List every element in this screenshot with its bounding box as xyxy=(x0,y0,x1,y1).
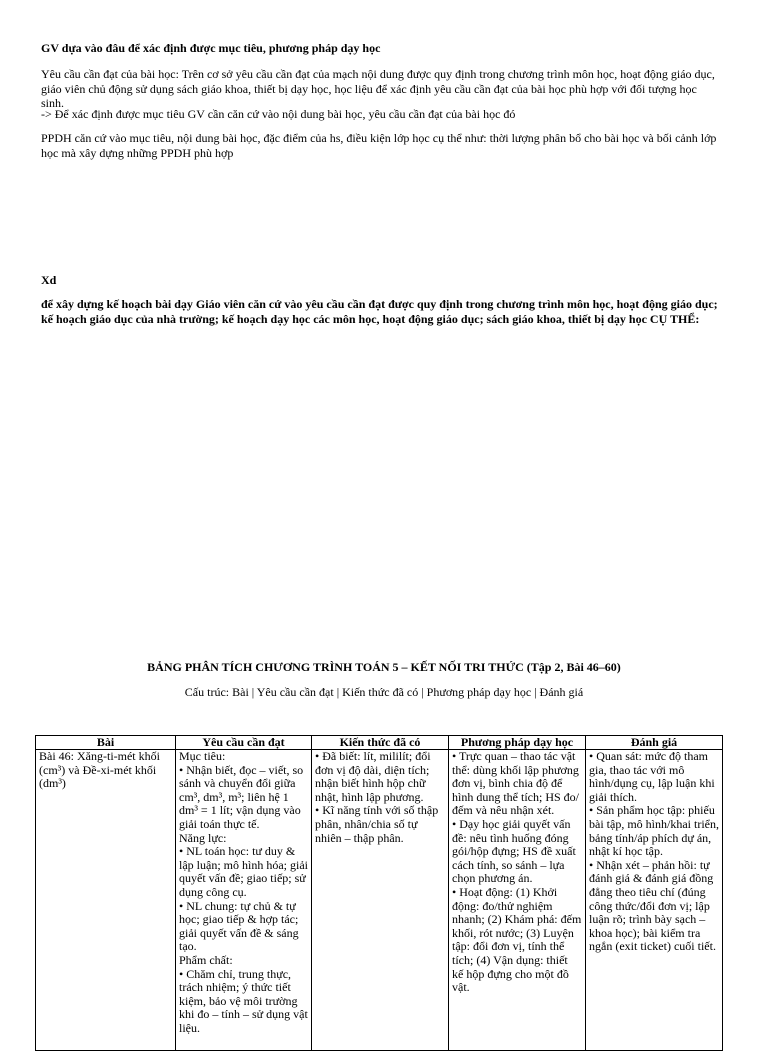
cell-line: Phẩm chất: xyxy=(179,952,233,967)
cell-bai xyxy=(36,750,176,1051)
header-yeu-cau: Yêu cầu cần đạt xyxy=(176,736,312,750)
analysis-table xyxy=(35,735,723,1051)
cell-line: • NL chung: tự chủ & tự học; giao tiếp & hợp tác; giải quyết vấn đề & sáng tạo. xyxy=(179,898,299,954)
cell-line: Mục tiêu: xyxy=(179,749,226,763)
header-phuong-phap: Phương pháp dạy học xyxy=(449,736,586,750)
cell-line: • Chăm chỉ, trung thực, trách nhiệm; ý thức tiết kiệm, bảo vệ môi trường khi đo – tính – sử dụng vật liệu. xyxy=(179,966,308,1035)
cell-line: • Nhận xét – phản hồi: tự đánh giá & đánh giá đồng đẳng theo tiêu chí (đúng công thức/đổi đơn vị; lập luận rõ; trình bày sạch – khoa học); bài kiểm tra ngắn (exit ticket) cuối tiết. xyxy=(589,857,716,954)
cell-line: • Quan sát: mức độ tham gia, thao tác với mô hình/dụng cụ, lập luận khi giải thích. xyxy=(589,749,715,804)
paragraph-conclusion: -> Để xác định được mục tiêu GV cần căn cứ vào nội dung bài học, yêu cầu cần đạt của bài học đó xyxy=(41,107,516,121)
cell-line: • Sản phẩm học tập: phiếu bài tập, mô hình/khai triển, bảng tính/áp phích dự án, nhật kí học tập. xyxy=(589,803,719,859)
cell-line: • Đã biết: lít, mililít; đổi đơn vị độ dài, diện tích; nhận biết hình hộp chữ nhật, hình lập phương. xyxy=(315,749,431,804)
xd-label: Xd xyxy=(41,273,57,287)
cell-phuong-phap xyxy=(449,750,586,1051)
cell-kien-thuc xyxy=(312,750,449,1051)
cell-line: Năng lực: xyxy=(179,830,227,845)
cell-line: • Hoạt động: (1) Khởi động: đo/thử nghiệm nhanh; (2) Khám phá: đếm khối, rót nước; (3) Luyện tập: đổi đơn vị, tính thể tích; (4) Vận dụng: thiết kế hộp đựng cho một đồ vật. xyxy=(452,884,582,995)
cell-line: • NL toán học: tư duy & lập luận; mô hình hóa; giải quyết vấn đề; giao tiếp; sử dụng công cụ. xyxy=(179,844,308,899)
lesson-name: Bài 46: Xăng-ti-mét khối (cm³) và Đề-xi-mét khối (dm³) xyxy=(39,749,160,791)
paragraph-requirements: Yêu cầu cần đạt của bài học: Trên cơ sở yêu cầu cần đạt của mạch nội dung được quy định trong chương trình môn học, hoạt động giáo dục, giáo viên chủ động sử dụng sách giáo khoa, thiết bị dạy học, học liệu để xác định yêu cầu cần đạt của bài học phù hợp với đối tượng học sinh. xyxy=(41,67,715,110)
header-bai: Bài xyxy=(36,736,176,750)
header-danh-gia: Đánh giá xyxy=(586,736,723,750)
table-header-row xyxy=(36,736,723,750)
cell-line: • Nhận biết, đọc – viết, so sánh và chuyển đổi giữa cm³, dm³, m³; liên hệ 1 dm³ = 1 lít; vận dụng vào giải toán thực tế. xyxy=(179,762,304,831)
cell-line: • Kĩ năng tính với số thập phân, nhân/chia số tự nhiên – thập phân. xyxy=(315,803,439,845)
question-heading: GV dựa vào đâu để xác định được mục tiêu, phương pháp dạy học xyxy=(41,41,381,55)
cell-line: • Trực quan – thao tác vật thể: dùng khối lập phương đơn vị, bình chia độ để hình dung thể tích; HS đo/đếm và nêu nhận xét. xyxy=(452,749,579,818)
table-structure-caption: Cấu trúc: Bài | Yêu cầu cần đạt | Kiến thức đã có | Phương pháp dạy học | Đánh giá xyxy=(184,685,584,699)
cell-danh-gia xyxy=(586,750,723,1051)
header-kien-thuc: Kiến thức đã có xyxy=(312,736,449,750)
table-row xyxy=(36,750,723,1051)
xd-paragraph: để xây dựng kế hoạch bài dạy Giáo viên căn cứ vào yêu cầu cần đạt được quy định trong chương trình môn học, hoạt động giáo dục; kế hoạch giáo dục của nhà trường; kế hoạch dạy học các môn học, hoạt động giáo dục; sách giáo khoa, thiết bị dạy học CỤ THỂ: xyxy=(41,297,718,326)
cell-yeu-cau xyxy=(176,750,312,1051)
table-title: BẢNG PHÂN TÍCH CHƯƠNG TRÌNH TOÁN 5 – KẾT NỐI TRI THỨC (Tập 2, Bài 46–60) xyxy=(147,660,621,674)
paragraph-methods: PPDH căn cứ vào mục tiêu, nội dung bài học, đặc điểm của hs, điều kiện lớp học cụ thể như: thời lượng phân bổ cho bài học và bối cảnh lớp học mà xây dựng những PPDH phù hợp xyxy=(41,131,717,160)
cell-line: • Dạy học giải quyết vấn đề: nêu tình huống đóng gói/hộp đựng; HS đề xuất cách tính, so sánh – lựa chọn phương án. xyxy=(452,816,576,886)
